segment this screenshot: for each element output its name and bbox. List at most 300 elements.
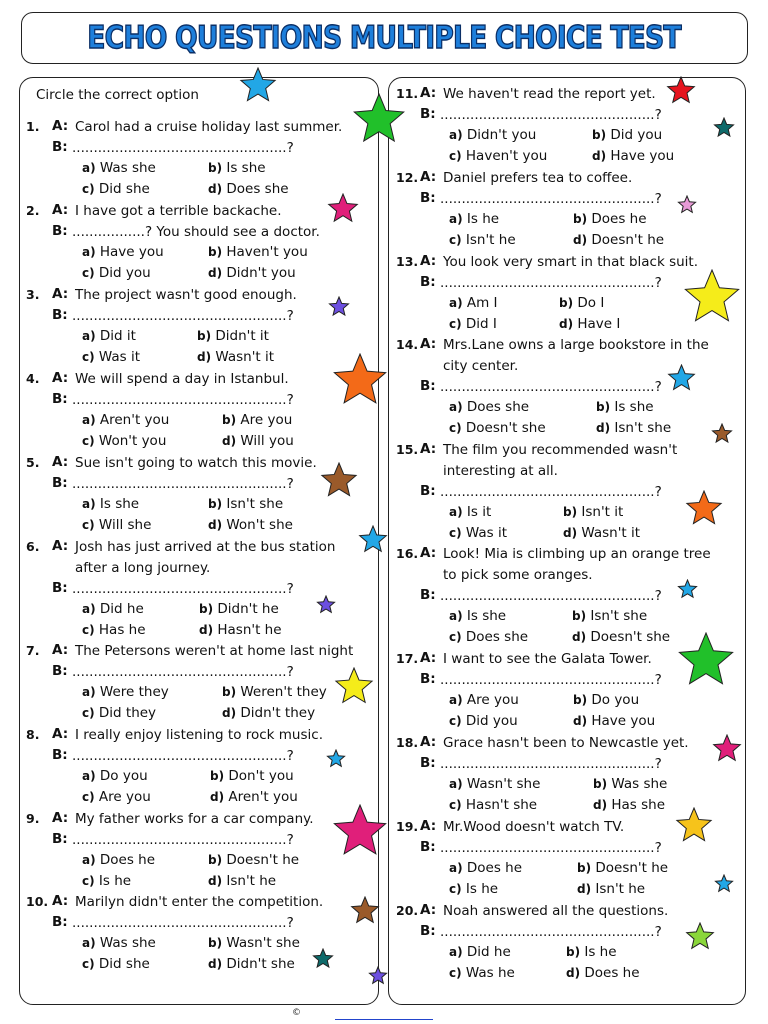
answer-option[interactable] [197, 328, 269, 344]
copyright-mark: © [292, 1008, 301, 1018]
option-text: Is it [462, 504, 492, 520]
question-number: 20. [396, 903, 419, 918]
answer-option[interactable] [82, 768, 148, 784]
option-text: Isn't he [591, 881, 646, 897]
option-letter: a) [82, 245, 96, 259]
option-letter: b) [208, 497, 223, 511]
option-letter: d) [222, 706, 237, 720]
option-text: Does she [461, 629, 529, 645]
answer-option[interactable] [82, 789, 151, 805]
option-text: Did you [461, 713, 518, 729]
answer-blank[interactable]: ..................................................? [440, 924, 662, 940]
option-letter: b) [592, 128, 607, 142]
option-letter: d) [210, 790, 225, 804]
option-letter: c) [449, 714, 462, 728]
answer-option[interactable] [449, 211, 499, 227]
option-letter: a) [449, 505, 463, 519]
answer-option[interactable] [449, 316, 497, 332]
answer-option[interactable] [82, 935, 156, 951]
teal-star-icon [713, 117, 735, 139]
answer-option[interactable] [82, 956, 150, 972]
answer-option[interactable] [208, 956, 295, 972]
option-text: Didn't you [462, 127, 537, 143]
option-text: Does she [222, 181, 289, 197]
answer-option[interactable] [593, 776, 667, 792]
answer-option[interactable] [449, 797, 537, 813]
b-speaker-label: B: [52, 139, 68, 155]
orange-star-icon [685, 490, 723, 528]
option-text: Are you [94, 789, 151, 805]
option-letter: c) [82, 266, 95, 280]
a-speaker-label: A: [52, 642, 69, 658]
answer-option[interactable] [563, 504, 623, 520]
option-letter: d) [208, 518, 223, 532]
option-letter: c) [449, 526, 462, 540]
option-letter: b) [572, 609, 587, 623]
option-text: Was it [94, 349, 141, 365]
answer-blank[interactable]: ..................................................? [440, 275, 662, 291]
question-number: 10. [26, 894, 49, 909]
option-text: Was she [607, 776, 668, 792]
a-speaker-label: A: [420, 85, 437, 101]
question-number: 17. [396, 651, 419, 666]
answer-option[interactable] [449, 399, 529, 415]
question-number: 15. [396, 442, 419, 457]
a-speaker-label: A: [52, 370, 69, 386]
answer-blank[interactable]: ..................................................? [440, 379, 662, 395]
option-letter: d) [199, 623, 214, 637]
b-speaker-label: B: [420, 587, 436, 603]
option-text: Won't she [222, 517, 293, 533]
option-text: Weren't they [236, 684, 327, 700]
b-speaker-label: B: [420, 483, 436, 499]
brown-star-icon [711, 423, 733, 445]
option-letter: d) [577, 882, 592, 896]
answer-option[interactable] [208, 181, 289, 197]
option-text: Isn't she [610, 420, 672, 436]
answer-option[interactable] [82, 265, 151, 281]
option-letter: a) [449, 777, 463, 791]
answer-option[interactable] [222, 705, 315, 721]
answer-option[interactable] [82, 622, 146, 638]
question-number: 4. [26, 371, 40, 386]
option-letter: d) [559, 317, 574, 331]
option-letter: d) [573, 714, 588, 728]
option-letter: c) [449, 421, 462, 435]
statement-text: The project wasn't good enough. [75, 287, 297, 303]
answer-option[interactable] [222, 684, 327, 700]
option-letter: c) [82, 957, 95, 971]
answer-option[interactable] [573, 232, 664, 248]
option-text: Has he [94, 622, 146, 638]
option-text: Aren't you [95, 412, 170, 428]
option-text: Didn't she [222, 956, 295, 972]
answer-blank[interactable]: ..................................................? [440, 840, 662, 856]
option-letter: c) [449, 317, 462, 331]
option-letter: d) [592, 149, 607, 163]
answer-option[interactable] [596, 399, 654, 415]
option-letter: a) [449, 212, 463, 226]
answer-option[interactable] [449, 148, 547, 164]
option-letter: b) [222, 413, 237, 427]
answer-option[interactable] [566, 965, 640, 981]
yellow-star-icon [334, 667, 374, 707]
option-letter: c) [82, 350, 95, 364]
answer-blank[interactable]: ..................................................? [72, 581, 294, 597]
option-text: Was she [95, 160, 156, 176]
option-text: Did he [95, 601, 144, 617]
b-speaker-label: B: [420, 671, 436, 687]
answer-option[interactable] [449, 504, 491, 520]
option-letter: d) [593, 798, 608, 812]
option-text: Doesn't he [591, 860, 669, 876]
option-text: Has she [607, 797, 666, 813]
answer-option[interactable] [208, 873, 276, 889]
option-letter: d) [208, 957, 223, 971]
answer-option[interactable] [208, 935, 300, 951]
statement-text: I really enjoy listening to rock music. [75, 727, 323, 743]
option-text: Did they [94, 705, 157, 721]
option-text: Did he [462, 944, 511, 960]
answer-option[interactable] [82, 601, 144, 617]
answer-blank[interactable]: ..................................................? [72, 140, 294, 156]
b-speaker-label: B: [52, 475, 68, 491]
answer-option[interactable] [449, 608, 506, 624]
a-speaker-label: A: [52, 726, 69, 742]
orange-star-icon [332, 353, 388, 409]
option-letter: b) [208, 245, 223, 259]
statement-text: interesting at all. [443, 463, 558, 479]
question-number: 18. [396, 735, 419, 750]
answer-option[interactable] [559, 316, 620, 332]
answer-option[interactable] [449, 776, 540, 792]
answer-blank[interactable]: ..................................................? [440, 672, 662, 688]
option-text: Does he [587, 211, 647, 227]
lime-star-icon [685, 922, 715, 952]
answer-option[interactable] [572, 629, 670, 645]
option-letter: b) [559, 296, 574, 310]
statement-text: Grace hasn't been to Newcastle yet. [443, 735, 689, 751]
option-letter: a) [82, 497, 96, 511]
option-text: Didn't it [211, 328, 269, 344]
answer-option[interactable] [208, 265, 296, 281]
answer-option[interactable] [197, 349, 274, 365]
statement-text: We haven't read the report yet. [443, 86, 656, 102]
answer-blank[interactable]: ..................................................? [72, 915, 294, 931]
purple-star-icon [316, 595, 336, 615]
answer-option[interactable] [563, 525, 640, 541]
answer-option[interactable] [82, 852, 155, 868]
option-text: Did she [94, 956, 150, 972]
option-text: Have you [587, 713, 656, 729]
option-text: Did it [95, 328, 136, 344]
statement-text: The Petersons weren't at home last night [75, 643, 354, 659]
answer-option[interactable] [449, 629, 528, 645]
question-number: 3. [26, 287, 40, 302]
answer-blank[interactable]: ..................................................? [72, 748, 294, 764]
purple-star-icon [328, 296, 350, 318]
option-letter: d) [208, 874, 223, 888]
b-speaker-label: B: [420, 755, 436, 771]
blue-star-icon [358, 525, 388, 555]
statement-text: city center. [443, 358, 519, 374]
answer-option[interactable] [82, 873, 131, 889]
answer-option[interactable] [573, 713, 655, 729]
statement-text: Daniel prefers tea to coffee. [443, 170, 633, 186]
question-number: 16. [396, 546, 419, 561]
answer-option[interactable] [82, 684, 169, 700]
answer-option[interactable] [449, 965, 515, 981]
option-letter: a) [82, 413, 96, 427]
option-letter: b) [573, 212, 588, 226]
answer-option[interactable] [82, 433, 166, 449]
statement-text: I want to see the Galata Tower. [443, 651, 652, 667]
b-speaker-label: B: [52, 580, 68, 596]
pink-star-icon [327, 193, 359, 225]
answer-option[interactable] [208, 244, 308, 260]
answer-option[interactable] [559, 295, 604, 311]
instruction-text: Circle the correct option [36, 87, 199, 103]
answer-blank[interactable]: ..................................................? [72, 308, 294, 324]
option-letter: a) [449, 861, 463, 875]
title-banner [21, 12, 748, 64]
option-letter: c) [82, 874, 95, 888]
answer-option[interactable] [208, 852, 299, 868]
answer-option[interactable] [577, 860, 668, 876]
answer-option[interactable] [82, 412, 169, 428]
green-star-icon [677, 632, 735, 690]
option-letter: c) [82, 706, 95, 720]
option-text: Wasn't she [222, 935, 300, 951]
option-letter: c) [82, 623, 95, 637]
answer-option[interactable] [449, 881, 498, 897]
answer-option[interactable] [449, 860, 522, 876]
answer-option[interactable] [573, 692, 639, 708]
statement-text: Marilyn didn't enter the competition. [75, 894, 324, 910]
option-text: Did you [94, 265, 151, 281]
option-text: Didn't you [222, 265, 296, 281]
answer-option[interactable] [596, 420, 671, 436]
answer-option[interactable] [222, 433, 294, 449]
yellow-star-icon [683, 269, 741, 327]
answer-option[interactable] [210, 789, 298, 805]
answer-option[interactable] [592, 127, 662, 143]
question-number: 11. [396, 86, 419, 101]
option-letter: b) [563, 505, 578, 519]
option-letter: b) [596, 400, 611, 414]
blue-star-icon [326, 749, 346, 769]
option-letter: d) [566, 966, 581, 980]
option-letter: b) [208, 161, 223, 175]
answer-option[interactable] [592, 148, 674, 164]
statement-text: after a long journey. [75, 560, 211, 576]
answer-option[interactable] [199, 622, 282, 638]
a-speaker-label: A: [52, 118, 69, 134]
blue-star-icon [677, 579, 698, 600]
answer-option[interactable] [82, 705, 156, 721]
statement-text: Mrs.Lane owns a large bookstore in the [443, 337, 709, 353]
option-letter: a) [82, 853, 96, 867]
answer-option[interactable] [449, 295, 498, 311]
b-speaker-label: B: [52, 663, 68, 679]
option-letter: d) [197, 350, 212, 364]
statement-text: Sue isn't going to watch this movie. [75, 455, 317, 471]
answer-option[interactable] [577, 881, 645, 897]
answer-option[interactable] [199, 601, 279, 617]
option-text: Isn't she [222, 496, 284, 512]
option-letter: c) [82, 182, 95, 196]
answer-option[interactable] [449, 420, 546, 436]
answer-option[interactable] [82, 496, 139, 512]
answer-blank[interactable]: ..................................................? [72, 392, 294, 408]
answer-option[interactable] [82, 181, 150, 197]
option-text: Do you [587, 692, 640, 708]
answer-option[interactable] [208, 496, 283, 512]
option-text: Isn't he [222, 873, 277, 889]
answer-blank[interactable]: ..................................................? [440, 484, 662, 500]
brown-star-icon [350, 896, 380, 926]
question-number: 5. [26, 455, 40, 470]
option-letter: c) [449, 966, 462, 980]
answer-option[interactable] [449, 692, 519, 708]
page-title: ECHO QUESTIONS MULTIPLE CHOICE TEST [87, 20, 682, 56]
option-text: Wasn't she [462, 776, 541, 792]
option-letter: d) [572, 630, 587, 644]
option-text: Have you [95, 244, 164, 260]
answer-option[interactable] [82, 349, 140, 365]
answer-blank[interactable]: ..................................................? [72, 832, 294, 848]
question-number: 2. [26, 203, 40, 218]
statement-text: Josh has just arrived at the bus station [75, 539, 336, 555]
option-text: Isn't she [586, 608, 648, 624]
answer-option[interactable] [208, 517, 293, 533]
answer-blank[interactable]: ..................................................? [72, 664, 294, 680]
option-text: Do I [573, 295, 605, 311]
answer-option[interactable] [573, 211, 647, 227]
answer-option[interactable] [210, 768, 294, 784]
option-text: Is he [461, 881, 499, 897]
option-text: Have I [573, 316, 621, 332]
b-speaker-label: B: [52, 307, 68, 323]
teal-star-icon [312, 948, 334, 970]
answer-blank[interactable]: ..................................................? [440, 756, 662, 772]
purple-star-icon [368, 966, 388, 986]
answer-option[interactable] [222, 412, 292, 428]
pink-star-icon [712, 734, 742, 764]
answer-blank[interactable]: ..................................................? [440, 191, 662, 207]
option-text: Is she [462, 608, 507, 624]
a-speaker-label: A: [52, 286, 69, 302]
question-number: 14. [396, 337, 419, 352]
blue-star-icon [714, 874, 734, 894]
b-speaker-label: B: [52, 914, 68, 930]
option-letter: a) [82, 161, 96, 175]
b-speaker-label: B: [420, 106, 436, 122]
option-letter: b) [199, 602, 214, 616]
statement-text: My father works for a car company. [75, 811, 314, 827]
option-text: Were they [95, 684, 169, 700]
answer-option[interactable] [82, 244, 164, 260]
a-speaker-label: A: [420, 734, 437, 750]
answer-blank[interactable]: ..................................................? [440, 107, 662, 123]
a-speaker-label: A: [420, 253, 437, 269]
option-text: Haven't you [461, 148, 548, 164]
answer-blank[interactable]: .................? You should see a doctor. [72, 224, 320, 240]
statement-text: Look! Mia is climbing up an orange tree [443, 546, 711, 562]
answer-blank[interactable]: ..................................................? [72, 476, 294, 492]
option-text: Does he [580, 965, 640, 981]
answer-option[interactable] [208, 160, 266, 176]
option-letter: a) [449, 945, 463, 959]
answer-option[interactable] [82, 160, 156, 176]
question-number: 8. [26, 727, 40, 742]
option-letter: d) [573, 233, 588, 247]
answer-option[interactable] [593, 797, 665, 813]
option-letter: d) [563, 526, 578, 540]
answer-option[interactable] [449, 525, 507, 541]
option-text: Does he [462, 860, 523, 876]
option-text: Isn't he [461, 232, 516, 248]
option-letter: c) [82, 790, 95, 804]
statement-text: Carol had a cruise holiday last summer. [75, 119, 343, 135]
option-letter: d) [208, 182, 223, 196]
brown-star-icon [320, 462, 358, 500]
option-letter: b) [208, 853, 223, 867]
footer-link-underline[interactable] [335, 1019, 433, 1020]
question-number: 12. [396, 170, 419, 185]
answer-option[interactable] [82, 517, 151, 533]
option-text: Won't you [94, 433, 167, 449]
option-text: Is he [94, 873, 132, 889]
pink-star-icon [332, 804, 388, 860]
answer-option[interactable] [572, 608, 647, 624]
option-text: Is she [610, 399, 654, 415]
option-letter: b) [566, 945, 581, 959]
answer-option[interactable] [449, 713, 518, 729]
answer-option[interactable] [449, 944, 511, 960]
option-letter: d) [208, 266, 223, 280]
option-text: Is he [462, 211, 500, 227]
option-letter: d) [596, 421, 611, 435]
answer-blank[interactable]: ..................................................? [440, 588, 662, 604]
option-letter: c) [449, 149, 462, 163]
option-text: Did she [94, 181, 150, 197]
option-letter: a) [82, 602, 96, 616]
option-letter: a) [82, 769, 96, 783]
gold-star-icon [675, 807, 713, 845]
option-text: Did you [606, 127, 663, 143]
option-letter: b) [573, 693, 588, 707]
a-speaker-label: A: [52, 810, 69, 826]
answer-option[interactable] [566, 944, 617, 960]
answer-option[interactable] [449, 127, 536, 143]
option-letter: b) [208, 936, 223, 950]
option-letter: a) [449, 128, 463, 142]
question-number: 13. [396, 254, 419, 269]
answer-option[interactable] [449, 232, 516, 248]
blue-star-icon [667, 364, 696, 393]
statement-text: to pick some oranges. [443, 567, 593, 583]
option-text: Will she [94, 517, 152, 533]
option-letter: c) [82, 518, 95, 532]
option-text: Is she [222, 160, 266, 176]
option-text: Are you [462, 692, 519, 708]
option-text: Aren't you [224, 789, 298, 805]
option-letter: b) [222, 685, 237, 699]
option-text: Didn't he [213, 601, 279, 617]
statement-text: We will spend a day in Istanbul. [75, 371, 289, 387]
answer-option[interactable] [82, 328, 136, 344]
